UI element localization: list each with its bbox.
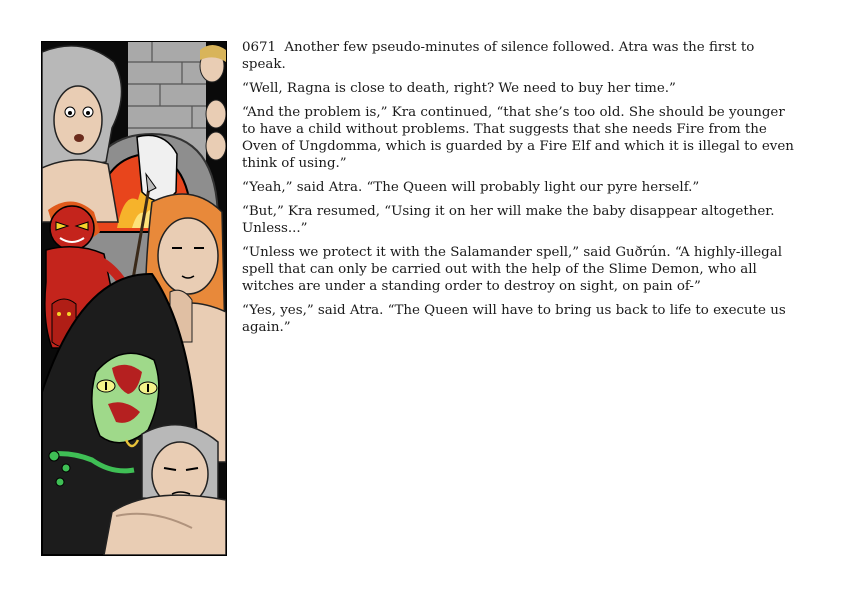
story-paragraph: “Yeah,” said Atra. “The Queen will probably light our pyre herself.” [242,180,700,196]
story-paragraph: “Well, Ragna is close to death, right? We need to buy her time.” [242,81,676,96]
story-paragraph: “And the problem is,” Kra continued, “that she’s too old. She should be younger to have a child without problems. That suggests that she needs Fire from the Oven of Ungdomma, which is guarded by a Fire Elf and which it is illegal to even think of using.” [242,104,794,172]
story-paragraph: 0671 Another few pseudo-minutes of silence followed. Atra was the first to speak. [242,40,755,73]
story-paragraph: “But,” Kra resumed, “Using it on her will make the baby disappear altogether. Unless...” [242,204,775,237]
story-paragraph: “Yes, yes,” said Atra. “The Queen will have to bring us back to life to execute us again.” [242,303,786,336]
gray-haired-woman-figure [42,46,122,222]
story-text [242,39,802,343]
comic-illustration-panel [41,41,227,556]
page-number: 0671 [242,40,277,55]
story-paragraph: “Unless we protect it with the Salamander spell,” said Guðrún. “A highly-illegal spell that can only be carried out with the help of the Slime Demon, who all witches are under a standing order to destroy on sight, on pain of-” [242,245,783,295]
